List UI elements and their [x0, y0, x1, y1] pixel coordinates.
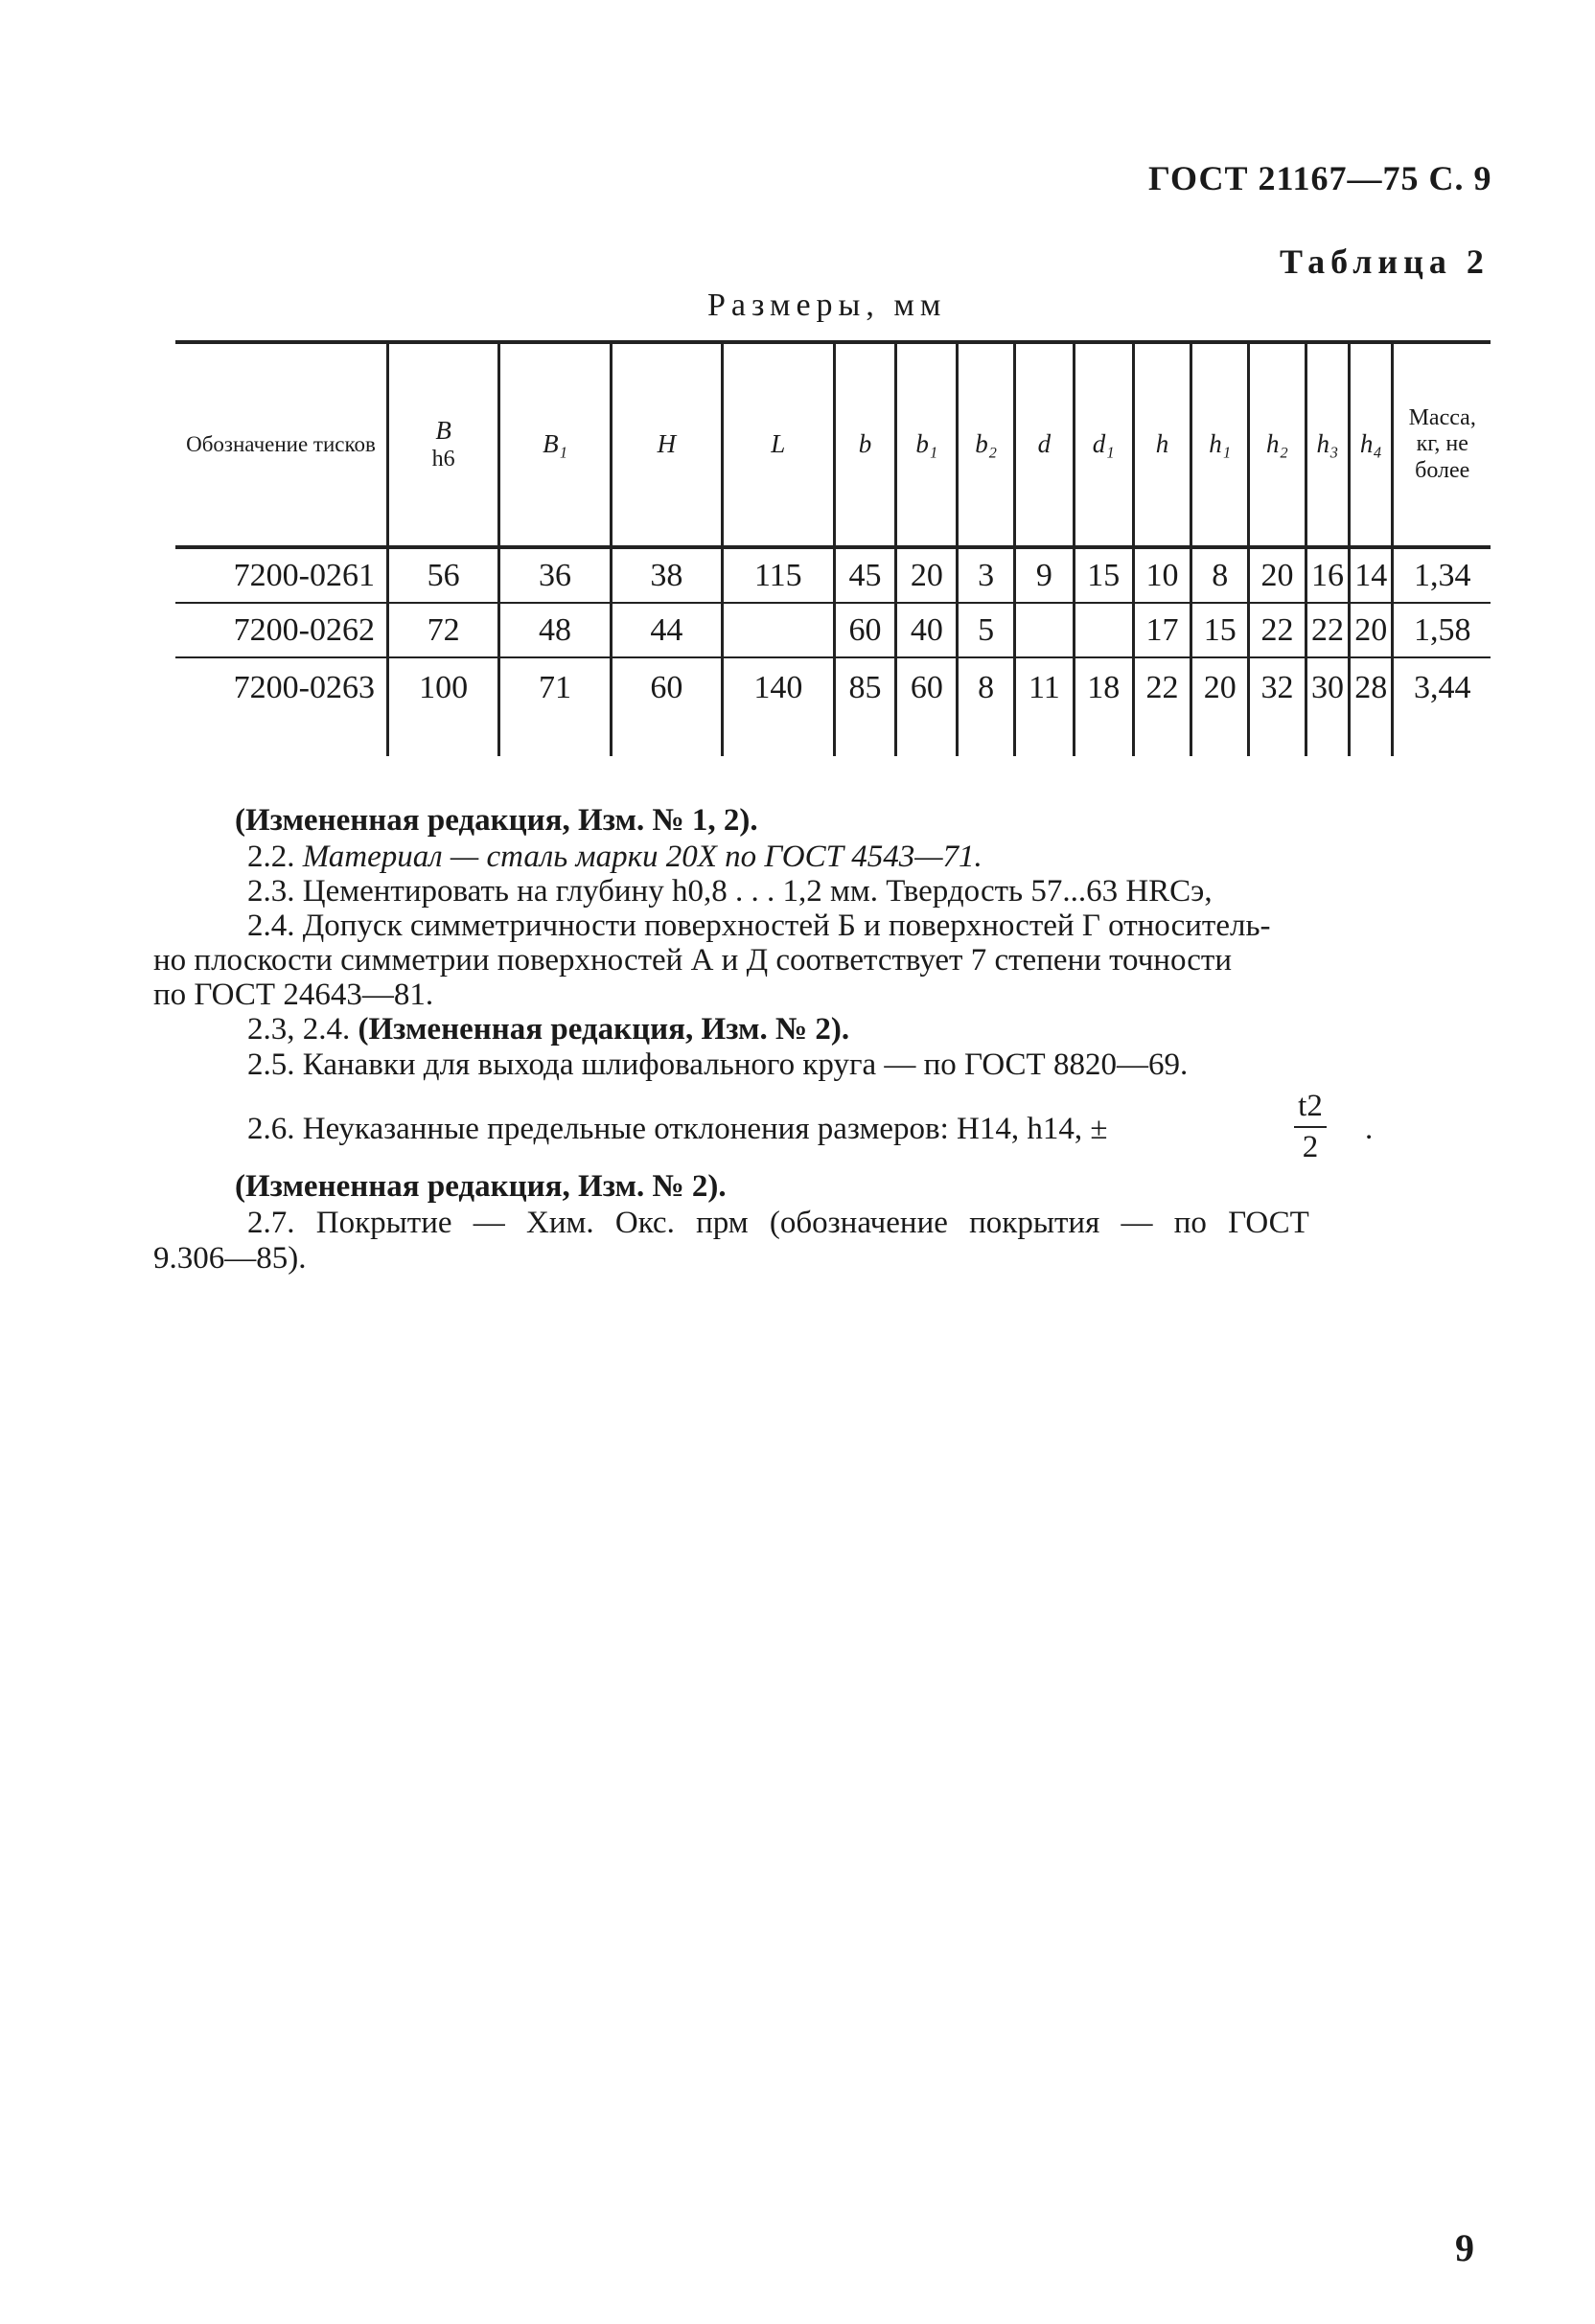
- cell-b2: 8: [958, 657, 1015, 756]
- cell-h2: 22: [1249, 603, 1306, 657]
- cell-b1: 20: [896, 547, 958, 603]
- col-h-symbol: h: [1155, 429, 1169, 459]
- col-h3-symbol: h₃: [1316, 429, 1339, 459]
- cell-H: 60: [611, 657, 722, 756]
- col-designation: Обозначение тисков: [186, 431, 376, 456]
- col-L: [723, 342, 834, 547]
- clause-2-2-text: Материал — сталь марки 20Х по ГОСТ 4543—71.: [302, 840, 982, 874]
- cell-B: 72: [387, 603, 498, 657]
- dimensions-table: [175, 340, 1491, 756]
- cell-designation: 7200-0262: [233, 611, 375, 648]
- amendment-2-3-2-4-number: 2.3, 2.4.: [247, 1012, 351, 1047]
- table-header-row: [175, 342, 1491, 547]
- clause-2-3: 2.3. Цементировать на глубину h0,8 . . . 1,2 мм. Твердость 57...63 HRCэ,: [247, 874, 1213, 909]
- col-H-symbol: H: [657, 429, 677, 459]
- clause-2-2: [247, 840, 982, 875]
- clause-2-7-line1: 2.7. Покрытие — Хим. Окс. прм (обозначение покрытия — по ГОСТ: [247, 1206, 1309, 1240]
- col-h4: [1350, 342, 1393, 547]
- col-d: [1015, 342, 1075, 547]
- col-b1-symbol: b₁: [915, 429, 938, 459]
- cell-B1: 36: [499, 547, 611, 603]
- cell-b: 45: [834, 547, 896, 603]
- clause-2-6: 2.6. Неуказанные предельные отклонения размеров: H14, h14, ±: [247, 1112, 1108, 1146]
- cell-h: 22: [1133, 657, 1191, 756]
- cell-b1: 40: [896, 603, 958, 657]
- cell-d1: 15: [1074, 547, 1133, 603]
- col-B1-symbol: B₁: [543, 429, 567, 459]
- cell-L: [723, 603, 834, 657]
- cell-mass: 1,58: [1393, 603, 1491, 657]
- table-caption: Размеры, мм: [707, 288, 947, 323]
- cell-d: 11: [1015, 657, 1075, 756]
- cell-b: 85: [834, 657, 896, 756]
- col-d-symbol: d: [1037, 429, 1052, 459]
- cell-designation: 7200-0263: [233, 670, 375, 705]
- col-mass: Масса, кг, не более: [1393, 342, 1491, 547]
- cell-b1: 60: [896, 657, 958, 756]
- page-number: 9: [1455, 2226, 1474, 2269]
- cell-d1: [1074, 603, 1133, 657]
- cell-h4: 14: [1350, 547, 1393, 603]
- col-h3: [1306, 342, 1349, 547]
- cell-mass: 3,44: [1393, 657, 1491, 756]
- clause-2-4-line2: но плоскости симметрии поверхностей А и Д соответствует 7 степени точности: [153, 943, 1233, 978]
- col-h2-symbol: h₂: [1266, 429, 1288, 459]
- col-b2: [958, 342, 1015, 547]
- table-row: [175, 657, 1491, 756]
- clause-2-6-end: .: [1365, 1112, 1374, 1146]
- tolerance-fraction: [1294, 1089, 1327, 1165]
- col-h: [1133, 342, 1191, 547]
- clause-2-4-line1: 2.4. Допуск симметричности поверхностей Б и поверхностей Г относитель-: [247, 909, 1271, 943]
- amendment-note-2-3-2-4: [247, 1012, 849, 1047]
- col-h2: [1249, 342, 1306, 547]
- col-b-symbol: b: [858, 429, 872, 459]
- cell-designation: 7200-0261: [233, 557, 375, 593]
- table-row: [175, 547, 1491, 603]
- amendment-note-1-2: (Измененная редакция, Изм. № 1, 2).: [235, 803, 758, 838]
- cell-b2: 5: [958, 603, 1015, 657]
- document-reference: ГОСТ 21167—75 С. 9: [1148, 159, 1492, 197]
- col-B1: [499, 342, 611, 547]
- fraction-bar: [1294, 1126, 1327, 1128]
- amendment-note-2: (Измененная редакция, Изм. № 2).: [235, 1169, 727, 1204]
- col-H: [611, 342, 722, 547]
- col-L-symbol: L: [771, 429, 786, 459]
- col-B-symbol: B: [435, 416, 451, 446]
- clause-2-7-line2: 9.306—85).: [153, 1241, 307, 1276]
- cell-h2: 32: [1249, 657, 1306, 756]
- col-b2-symbol: b₂: [975, 429, 998, 459]
- cell-B1: 48: [499, 603, 611, 657]
- cell-h1: 20: [1191, 657, 1249, 756]
- col-d1-symbol: d₁: [1092, 429, 1115, 459]
- table-label: Таблица 2: [1280, 242, 1490, 281]
- cell-L: 115: [723, 547, 834, 603]
- cell-d: [1015, 603, 1075, 657]
- fraction-numerator: t2: [1298, 1089, 1323, 1123]
- clause-2-5: 2.5. Канавки для выхода шлифовального круга — по ГОСТ 8820—69.: [247, 1047, 1189, 1082]
- clause-2-4-line3: по ГОСТ 24643—81.: [153, 978, 434, 1012]
- cell-h3: 22: [1306, 603, 1349, 657]
- cell-h1: 8: [1191, 547, 1249, 603]
- cell-d: 9: [1015, 547, 1075, 603]
- col-d1: [1074, 342, 1133, 547]
- cell-L: 140: [723, 657, 834, 756]
- col-h1: [1191, 342, 1249, 547]
- col-h4-symbol: h₄: [1359, 429, 1382, 459]
- cell-d1: 18: [1074, 657, 1133, 756]
- cell-B: 100: [387, 657, 498, 756]
- cell-h2: 20: [1249, 547, 1306, 603]
- cell-H: 38: [611, 547, 722, 603]
- cell-H: 44: [611, 603, 722, 657]
- cell-b2: 3: [958, 547, 1015, 603]
- cell-h3: 30: [1306, 657, 1349, 756]
- cell-mass: 1,34: [1393, 547, 1491, 603]
- cell-h3: 16: [1306, 547, 1349, 603]
- cell-B1: 71: [499, 657, 611, 756]
- cell-h4: 20: [1350, 603, 1393, 657]
- cell-h: 10: [1133, 547, 1191, 603]
- cell-h: 17: [1133, 603, 1191, 657]
- cell-h4: 28: [1350, 657, 1393, 756]
- col-h1-symbol: h₁: [1209, 429, 1232, 459]
- col-b1: [896, 342, 958, 547]
- clause-2-2-number: 2.2.: [247, 840, 295, 874]
- col-B: [387, 342, 498, 547]
- col-B-tolerance: h6: [431, 447, 455, 472]
- fraction-denominator: 2: [1302, 1130, 1319, 1164]
- amendment-2-3-2-4-text: (Измененная редакция, Изм. № 2).: [358, 1012, 850, 1047]
- cell-b: 60: [834, 603, 896, 657]
- table-row: [175, 603, 1491, 657]
- cell-h1: 15: [1191, 603, 1249, 657]
- col-b: [834, 342, 896, 547]
- cell-B: 56: [387, 547, 498, 603]
